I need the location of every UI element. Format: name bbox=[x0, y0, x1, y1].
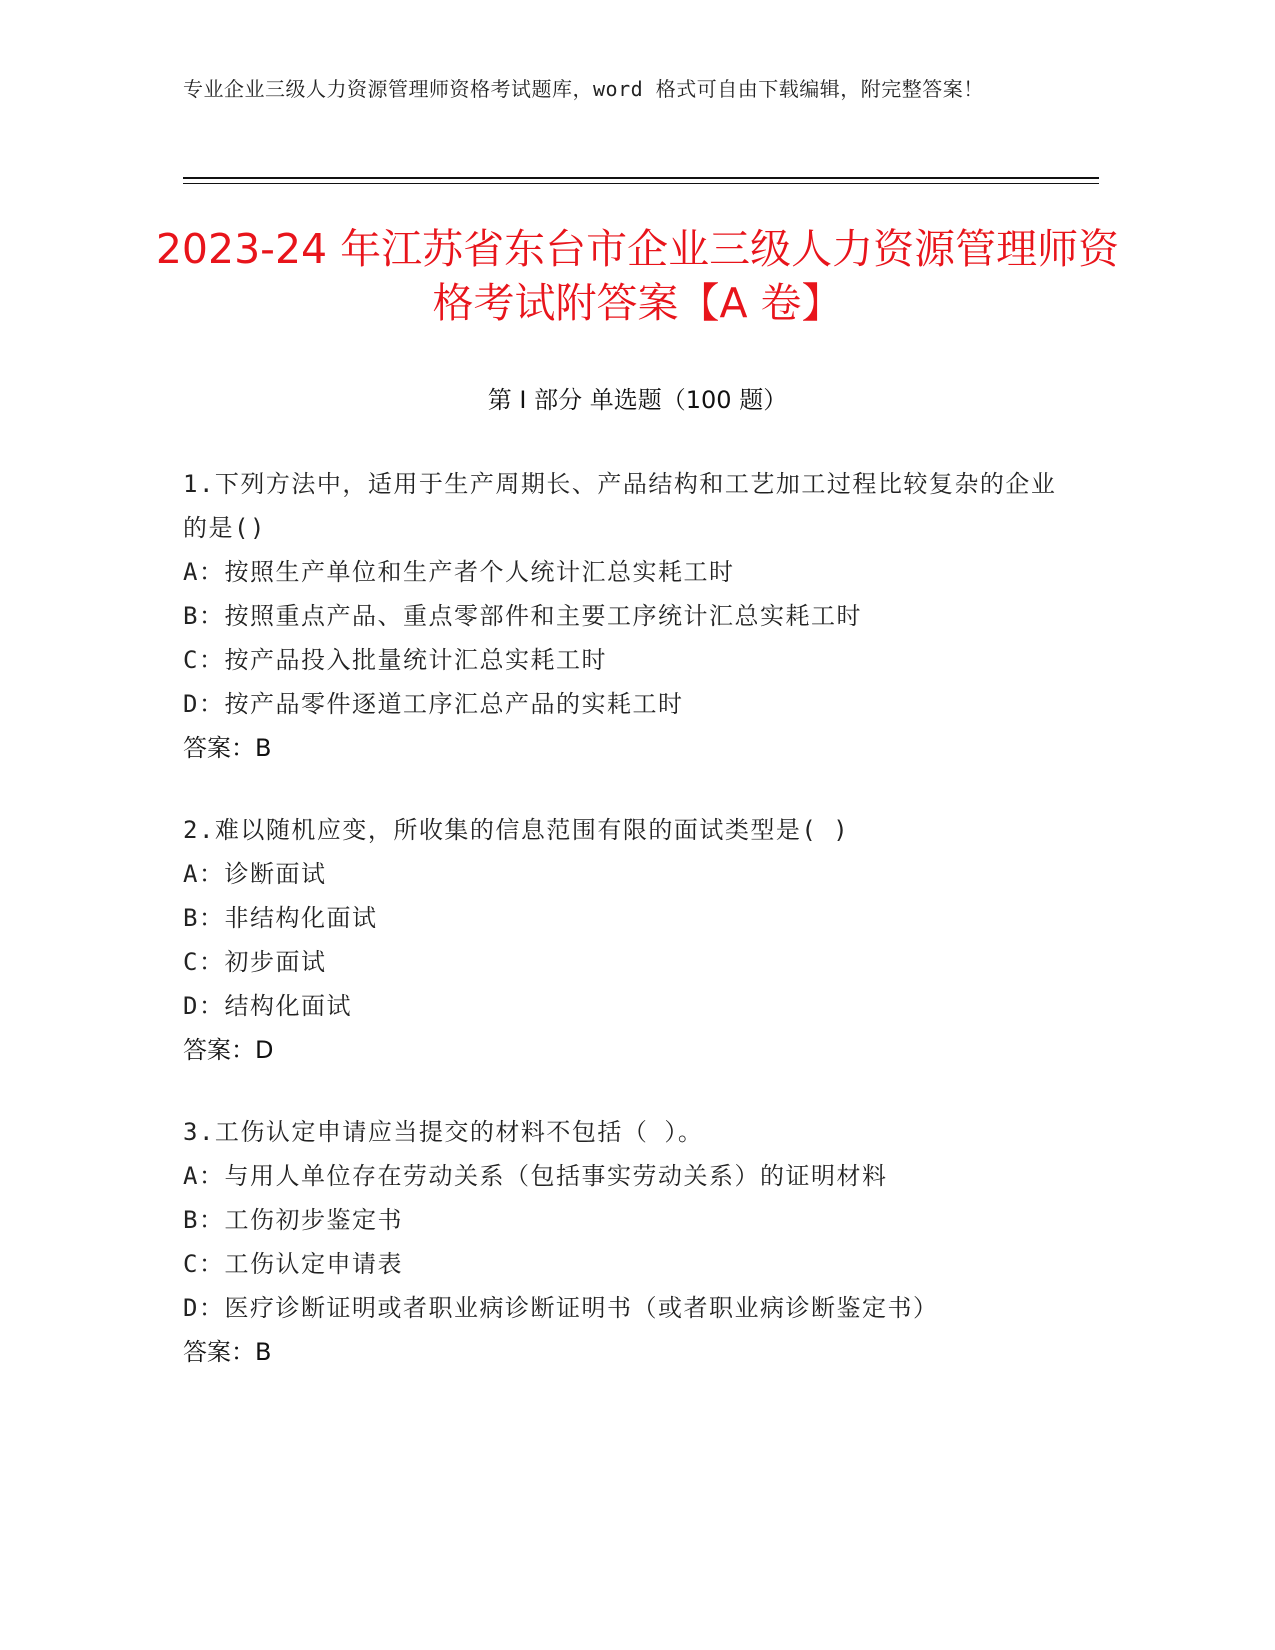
question-option-a: A：按照生产单位和生产者个人统计汇总实耗工时 bbox=[183, 558, 735, 586]
question-option-a: A：诊断面试 bbox=[183, 860, 327, 888]
question-list bbox=[183, 462, 1063, 1412]
question-option-c: C：工伤认定申请表 bbox=[183, 1250, 403, 1278]
question-option-d: D：医疗诊断证明或者职业病诊断证明书（或者职业病诊断鉴定书） bbox=[183, 1294, 939, 1322]
question-stem: 1.下列方法中，适用于生产周期长、产品结构和工艺加工过程比较复杂的企业的是() bbox=[183, 470, 1057, 542]
question-item bbox=[183, 808, 1063, 1072]
question-option-a: A：与用人单位存在劳动关系（包括事实劳动关系）的证明材料 bbox=[183, 1162, 888, 1190]
question-option-b: B：非结构化面试 bbox=[183, 904, 378, 932]
header-note: 专业企业三级人力资源管理师资格考试题库，word 格式可自由下载编辑，附完整答案！ bbox=[183, 77, 984, 101]
section-heading: 第 I 部分 单选题（100 题） bbox=[487, 386, 788, 414]
question-option-b: B：按照重点产品、重点零部件和主要工序统计汇总实耗工时 bbox=[183, 602, 862, 630]
question-stem: 3.工伤认定申请应当提交的材料不包括（ ）。 bbox=[183, 1118, 704, 1146]
question-option-c: C：初步面试 bbox=[183, 948, 327, 976]
question-item bbox=[183, 1110, 1063, 1374]
document-title: 2023-24 年江苏省东台市企业三级人力资源管理师资格考试附答案【A 卷】 bbox=[155, 225, 1120, 327]
question-option-c: C：按产品投入批量统计汇总实耗工时 bbox=[183, 646, 607, 674]
question-option-b: B：工伤初步鉴定书 bbox=[183, 1206, 403, 1234]
question-stem: 2.难以随机应变，所收集的信息范围有限的面试类型是( ) bbox=[183, 816, 850, 844]
question-answer: 答案：B bbox=[183, 1338, 272, 1366]
question-answer: 答案：B bbox=[183, 734, 272, 762]
question-option-d: D：按产品零件逐道工序汇总产品的实耗工时 bbox=[183, 690, 684, 718]
question-item bbox=[183, 462, 1063, 770]
header-divider-thick bbox=[183, 177, 1099, 179]
question-option-d: D：结构化面试 bbox=[183, 992, 352, 1020]
question-answer: 答案：D bbox=[183, 1036, 274, 1064]
header-divider-thin bbox=[183, 183, 1099, 184]
